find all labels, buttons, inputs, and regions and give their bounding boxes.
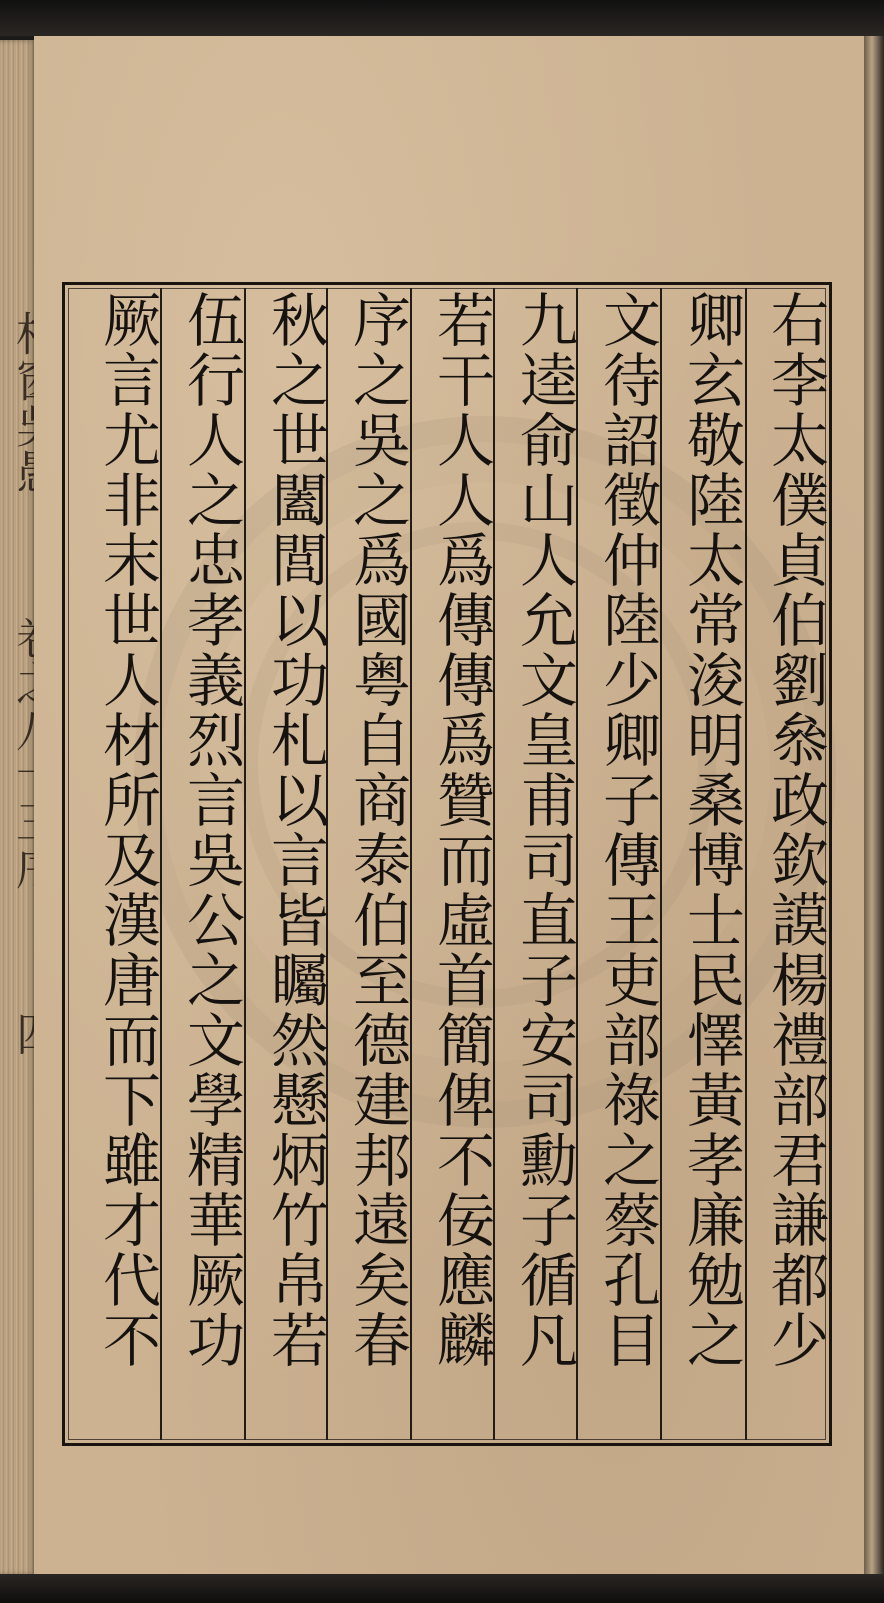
- bottom-dark-edge: [0, 1574, 884, 1603]
- text-column-9: 厥言尤非末世人材所及漢唐而下雖才代不: [93, 290, 161, 1370]
- text-column-4: 九逵俞山人允文皇甫司直子安司勳子循凡: [510, 290, 578, 1370]
- text-column-5: 若干人人爲傳傳爲贊而虛首簡俾不佞應麟: [427, 290, 495, 1370]
- text-column-8: 伍行人之忠孝義烈言吳公之文學精華厥功: [177, 290, 245, 1370]
- stacked-leaf-edges: [0, 40, 36, 1575]
- text-column-7: 秋之世闔閭以功札以言皆矚然懸炳竹帛若: [261, 290, 329, 1370]
- text-column-3: 文待詔徵仲陸少卿子傳王吏部祿之蔡孔目: [593, 290, 661, 1370]
- text-column-2: 卿玄敬陸太常浚明桑博士民懌黃孝廉勉之: [677, 290, 745, 1370]
- text-column-6: 序之吳之爲國粤自商泰伯至德建邦遠矣春: [343, 290, 411, 1370]
- right-page-edge: [864, 36, 884, 1576]
- top-dark-edge: [0, 0, 884, 36]
- text-column-1: 右李太僕貞伯劉叅政欽謨楊禮部君謙都少: [761, 290, 829, 1370]
